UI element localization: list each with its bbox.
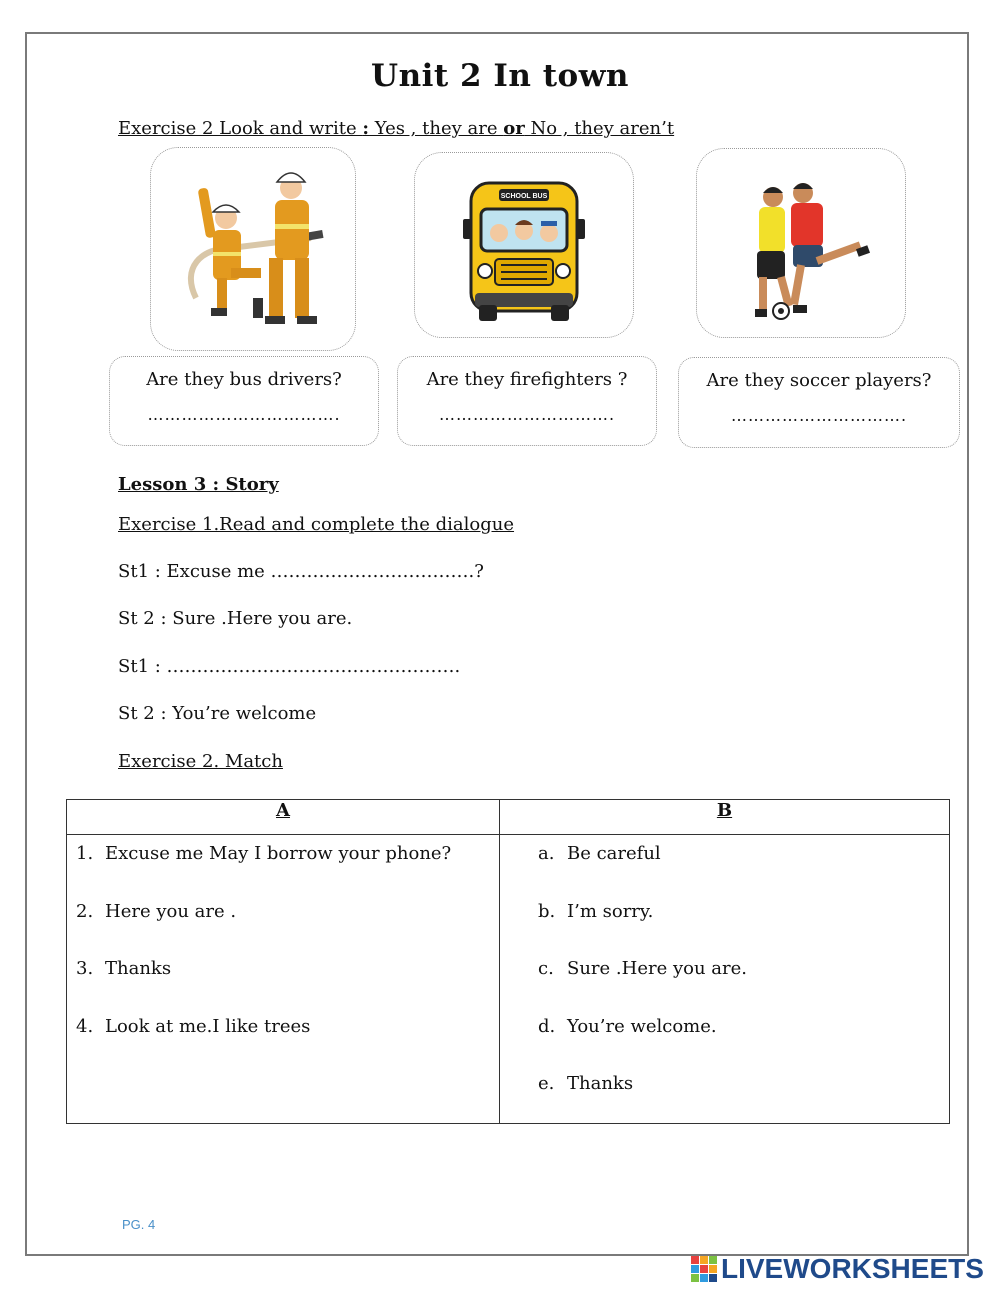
- question-box-2: [397, 356, 657, 446]
- dialogue-line-3[interactable]: St1 : ………………………………………….: [118, 656, 461, 677]
- dialogue-line-4: St 2 : You’re welcome: [118, 703, 317, 724]
- match-item-a2[interactable]: 2. Here you are .: [76, 900, 237, 922]
- liveworksheets-logo[interactable]: [691, 1254, 984, 1284]
- page-number: PG. 4: [122, 1217, 156, 1232]
- question-box-1: [109, 356, 379, 446]
- exercise2-match-heading: Exercise 2. Match: [118, 751, 283, 772]
- liveworksheets-icon: [691, 1256, 717, 1282]
- question-text: Are they bus drivers?: [146, 369, 342, 390]
- exercise2-heading: Exercise 2 Look and write : Yes , they are or No , they aren’t: [118, 118, 675, 139]
- match-item-a3[interactable]: 3. Thanks: [76, 958, 172, 979]
- answer-blank[interactable]: ………………………….: [730, 406, 908, 425]
- answer-blank[interactable]: ………………………….: [438, 405, 616, 424]
- match-item-a1[interactable]: 1. Excuse me May I borrow your phone?: [76, 843, 452, 864]
- column-b-cell: [500, 835, 950, 1124]
- brand-text: LIVEWORKSHEETS: [721, 1253, 984, 1284]
- match-table: [66, 799, 950, 1124]
- match-item-b-c[interactable]: c. Sure .Here you are.: [538, 958, 747, 979]
- page-title: Unit 2 In town: [371, 58, 629, 94]
- match-item-b-b[interactable]: b. I’m sorry.: [538, 900, 654, 922]
- soccer-players-illustration: [697, 149, 905, 337]
- dialogue-line-1[interactable]: St1 : Excuse me …………………………….?: [118, 561, 484, 582]
- match-item-b-a[interactable]: a. Be careful: [538, 843, 661, 864]
- bus-sign: SCHOOL BUS: [500, 193, 548, 200]
- question-text: Are they soccer players?: [706, 370, 932, 391]
- match-item-b-d[interactable]: d. You’re welcome.: [538, 1015, 717, 1037]
- exercise1-heading: Exercise 1.Read and complete the dialogue: [118, 514, 515, 535]
- match-item-b-e[interactable]: e. Thanks: [538, 1073, 634, 1094]
- lesson-title: Lesson 3 : Story: [118, 474, 279, 495]
- column-b-header: B: [500, 800, 950, 835]
- school-bus-picture: [414, 152, 634, 338]
- column-a-cell: [67, 835, 500, 1124]
- match-item-a4[interactable]: 4. Look at me.I like trees: [76, 1015, 311, 1037]
- firefighters-illustration: [151, 148, 355, 350]
- question-box-3: [678, 357, 960, 448]
- soccer-players-picture: [696, 148, 906, 338]
- answer-blank[interactable]: …………………………….: [147, 405, 341, 424]
- firefighters-picture: [150, 147, 356, 351]
- question-text: Are they firefighters ?: [426, 369, 628, 390]
- dialogue-line-2: St 2 : Sure .Here you are.: [118, 608, 353, 629]
- column-a-header: A: [67, 800, 500, 835]
- school-bus-illustration: [415, 153, 633, 337]
